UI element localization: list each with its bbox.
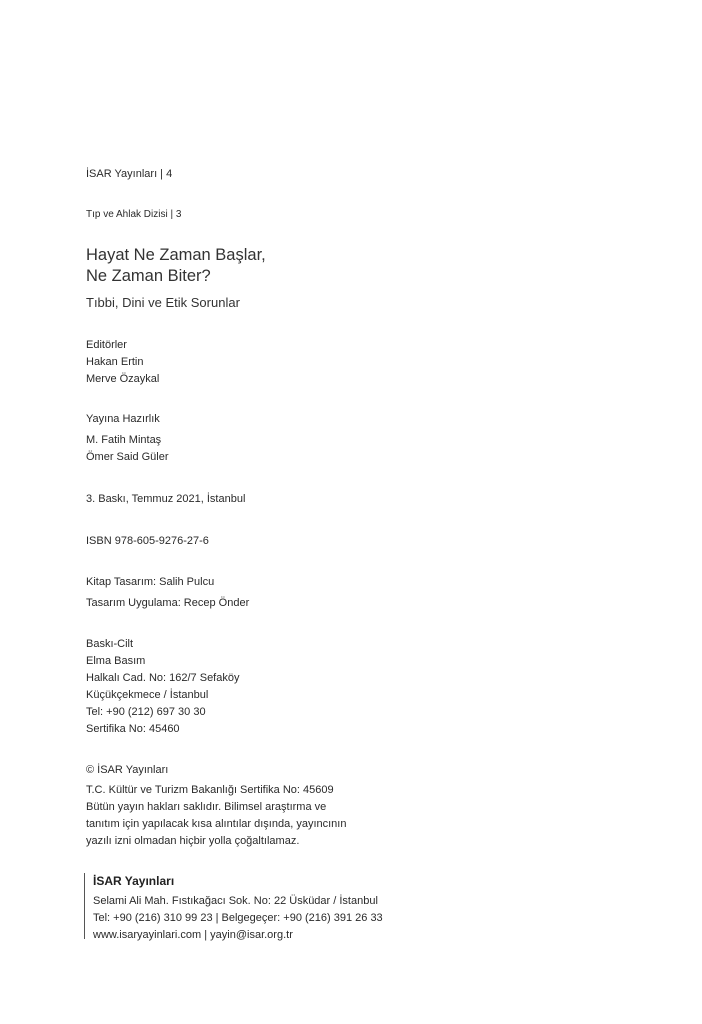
editors-block [86,337,159,388]
book-title-line-1: Hayat Ne Zaman Başlar, [86,246,266,264]
book-title-line-2: Ne Zaman Biter? [86,267,211,285]
editor-name: Hakan Ertin [86,356,144,368]
publisher-phone: Tel: +90 (216) 310 99 23 | Belgegeçer: +90 (216) 391 26 33 [93,912,383,924]
series-line: İSAR Yayınları | 4 [86,168,173,180]
printing-block [86,636,239,738]
printer-city: Küçükçekmece / İstanbul [86,689,209,701]
preparer-name: M. Fatih Mintaş [86,434,162,446]
book-subtitle: Tıbbi, Dini ve Etik Sorunlar [86,295,240,310]
rights-text: yazılı izni olmadan hiçbir yolla çoğaltılamaz. [86,835,300,847]
printer-address: Halkalı Cad. No: 162/7 Sefaköy [86,672,240,684]
design-application-credit: Tasarım Uygulama: Recep Önder [86,597,250,609]
rights-text: Bütün yayın hakları saklıdır. Bilimsel araştırma ve [86,801,327,813]
isbn-line: ISBN 978-605-9276-27-6 [86,535,209,547]
publisher-web: www.isaryayinlari.com | yayin@isar.org.tr [93,929,293,941]
printer-name: Elma Basım [86,655,146,667]
publisher-address: Selami Ali Mah. Fıstıkağacı Sok. No: 22 Üsküdar / İstanbul [93,895,378,907]
printer-phone: Tel: +90 (212) 697 30 30 [86,706,206,718]
preparation-label: Yayına Hazırlık [86,413,160,425]
printer-certificate: Sertifika No: 45460 [86,723,180,735]
copyright-block [86,782,346,850]
subseries-line: Tıp ve Ahlak Dizisi | 3 [86,209,182,220]
rights-text: tanıtım için yapılacak kısa alıntılar dışında, yayıncının [86,818,347,830]
cover-design-credit: Kitap Tasarım: Salih Pulcu [86,576,215,588]
edition-line: 3. Baskı, Temmuz 2021, İstanbul [86,493,246,505]
editors-label: Editörler [86,339,127,351]
publisher-info-box [84,873,383,939]
preparer-name: Ömer Said Güler [86,451,169,463]
preparation-names [86,432,169,466]
copyright-line: © İSAR Yayınları [86,764,169,776]
printing-label: Baskı-Cilt [86,638,134,650]
ministry-certificate: T.C. Kültür ve Turizm Bakanlığı Sertifika No: 45609 [86,784,334,796]
editor-name: Merve Özaykal [86,373,160,385]
publisher-name: İSAR Yayınları [93,874,175,888]
